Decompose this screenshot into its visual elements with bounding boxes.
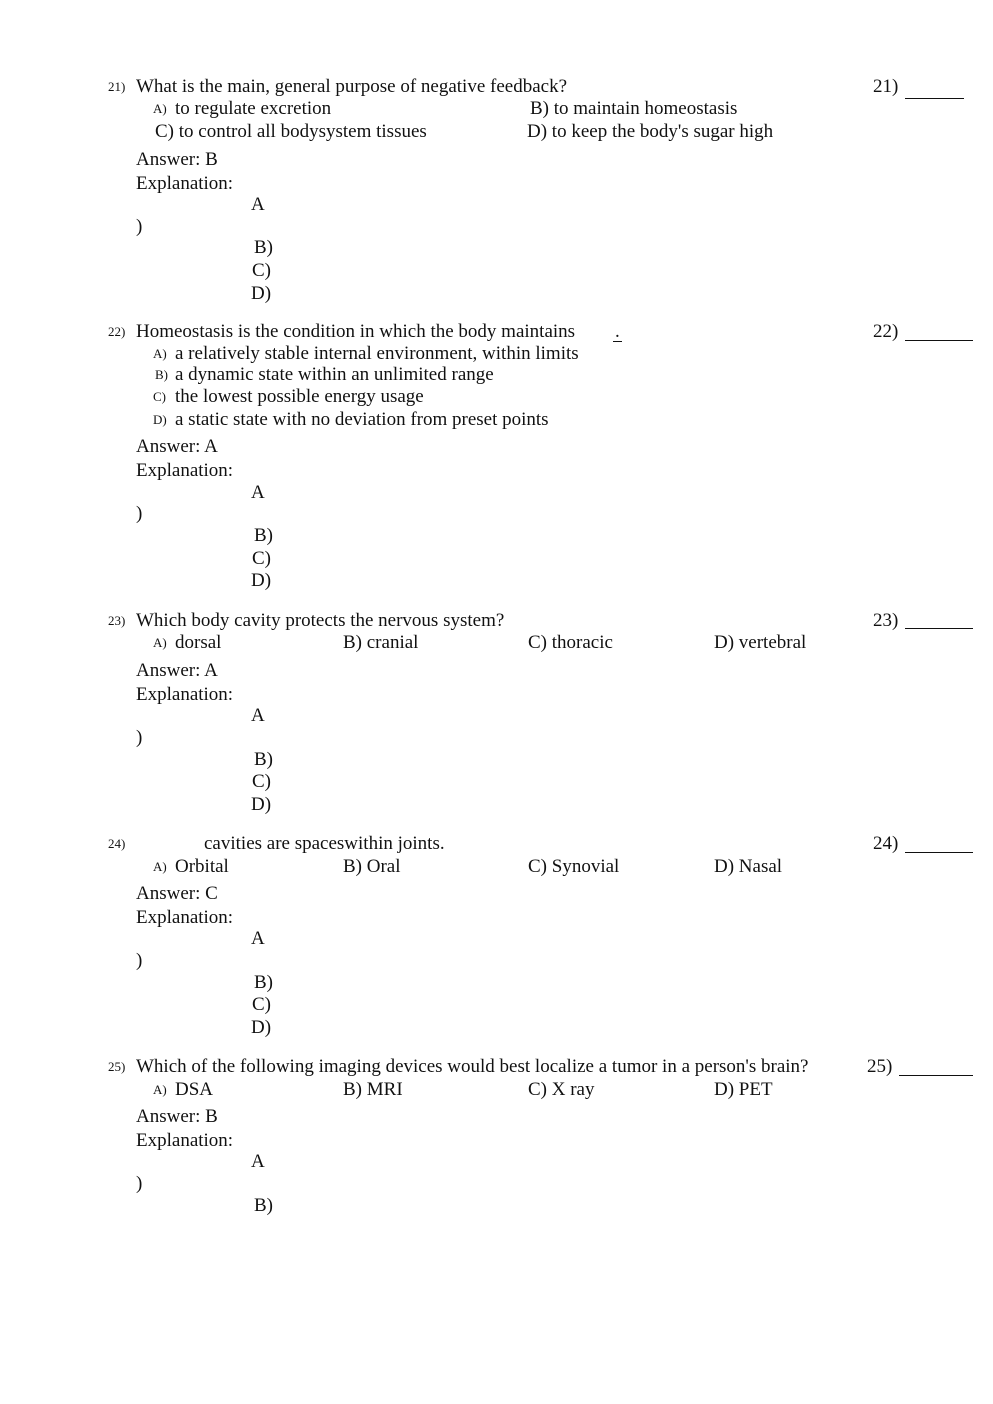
option-letter: C) xyxy=(153,389,166,404)
option-text: DSA xyxy=(175,1079,214,1100)
answer-slot-number: 23) xyxy=(873,610,899,631)
explanation-choice: B) xyxy=(254,1195,273,1216)
explanation-choice: C) xyxy=(252,994,271,1015)
explanation-choice: ) xyxy=(136,216,143,237)
explanation-choice: C) xyxy=(252,260,271,281)
question-stem: Which of the following imaging devices would best localize a tumor in a person's brain? xyxy=(136,1056,809,1077)
question-number: 22) xyxy=(108,324,126,339)
option-letter: A) xyxy=(153,101,167,116)
answer-blank-line xyxy=(899,1075,973,1076)
explanation-choice: ) xyxy=(136,727,143,748)
question-stem: cavities are spaceswithin joints. xyxy=(204,833,445,854)
option-letter: D) xyxy=(153,412,167,427)
explanation-label: Explanation: xyxy=(136,684,234,705)
answer-line: Answer: A xyxy=(136,436,218,457)
option-text: B) cranial xyxy=(343,632,419,653)
explanation-label: Explanation: xyxy=(136,1130,234,1151)
fill-in-blank: . xyxy=(615,321,620,342)
question-stem: Which body cavity protects the nervous system? xyxy=(136,610,505,631)
option-text: a relatively stable internal environment, within limits xyxy=(175,343,579,364)
explanation-choice: ) xyxy=(136,1173,143,1194)
option-text: D) to keep the body's sugar high xyxy=(527,121,774,142)
option-text: C) X ray xyxy=(528,1079,595,1100)
option-letter: A) xyxy=(153,1082,167,1097)
explanation-label: Explanation: xyxy=(136,173,234,194)
explanation-choice: D) xyxy=(251,570,272,591)
option-letter: A) xyxy=(153,635,167,650)
answer-line: Answer: B xyxy=(136,149,218,170)
option-text: B) to maintain homeostasis xyxy=(530,98,738,119)
explanation-label: Explanation: xyxy=(136,460,234,481)
explanation-choice: C) xyxy=(252,548,271,569)
option-letter: A) xyxy=(153,859,167,874)
explanation-choice: B) xyxy=(254,237,273,258)
option-text: a dynamic state within an unlimited range xyxy=(175,364,494,385)
explanation-choice: A xyxy=(251,482,265,503)
option-text: D) Nasal xyxy=(714,856,783,877)
option-text: C) to control all bodysystem tissues xyxy=(155,121,427,142)
answer-slot-number: 24) xyxy=(873,833,899,854)
explanation-choice: A xyxy=(251,928,265,949)
question-number: 23) xyxy=(108,613,126,628)
explanation-choice: C) xyxy=(252,771,271,792)
explanation-choice: A xyxy=(251,705,265,726)
option-text: D) vertebral xyxy=(714,632,807,653)
explanation-choice: ) xyxy=(136,950,143,971)
answer-blank-line xyxy=(905,98,964,99)
explanation-choice: B) xyxy=(254,525,273,546)
question-number: 25) xyxy=(108,1059,126,1074)
answer-blank-line xyxy=(905,340,973,341)
option-text: the lowest possible energy usage xyxy=(175,386,424,407)
explanation-choice: D) xyxy=(251,283,272,304)
answer-line: Answer: C xyxy=(136,883,218,904)
explanation-choice: B) xyxy=(254,749,273,770)
option-text: Orbital xyxy=(175,856,229,877)
answer-slot-number: 25) xyxy=(867,1056,893,1077)
option-text: D) PET xyxy=(714,1079,773,1100)
answer-slot-number: 21) xyxy=(873,76,899,97)
option-text: a static state with no deviation from preset points xyxy=(175,409,549,430)
explanation-choice: A xyxy=(251,1151,265,1172)
explanation-label: Explanation: xyxy=(136,907,234,928)
option-letter: A) xyxy=(153,346,167,361)
explanation-choice: B) xyxy=(254,972,273,993)
answer-line: Answer: A xyxy=(136,660,218,681)
option-text: dorsal xyxy=(175,632,222,653)
option-text: B) Oral xyxy=(343,856,401,877)
explanation-choice: D) xyxy=(251,1017,272,1038)
option-text: C) thoracic xyxy=(528,632,613,653)
option-text: C) Synovial xyxy=(528,856,620,877)
option-text: B) MRI xyxy=(343,1079,403,1100)
answer-blank-line xyxy=(905,628,973,629)
answer-line: Answer: B xyxy=(136,1106,218,1127)
option-letter: B) xyxy=(155,367,168,382)
question-stem: Homeostasis is the condition in which the body maintains xyxy=(136,321,576,342)
answer-blank-line xyxy=(905,852,973,853)
question-number: 24) xyxy=(108,836,126,851)
explanation-choice: D) xyxy=(251,794,272,815)
option-text: to regulate excretion xyxy=(175,98,332,119)
explanation-choice: A xyxy=(251,194,265,215)
answer-slot-number: 22) xyxy=(873,321,899,342)
question-stem: What is the main, general purpose of negative feedback? xyxy=(136,76,568,97)
explanation-choice: ) xyxy=(136,503,143,524)
question-number: 21) xyxy=(108,79,126,94)
